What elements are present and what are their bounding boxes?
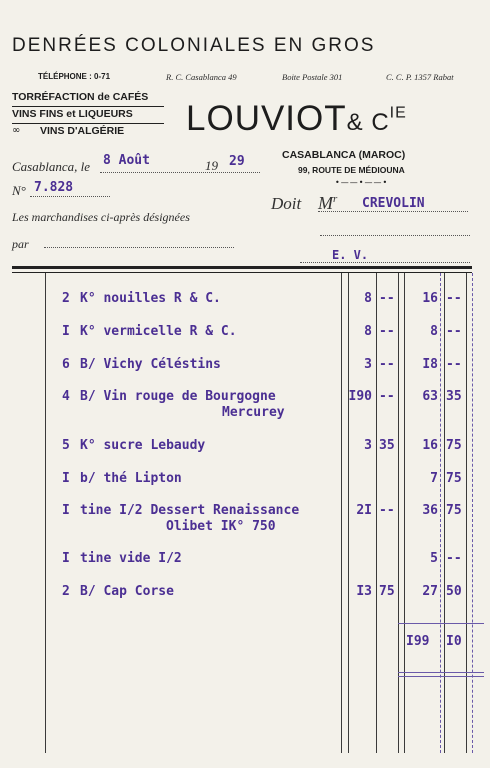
item-total-centimes: 50	[446, 584, 462, 599]
item-qty: I	[62, 471, 70, 486]
item-desc: tine vide I/2	[80, 551, 182, 566]
invoice-number: 7.828	[34, 180, 74, 195]
item-unit-francs: I3	[356, 584, 372, 599]
item-qty: 2	[62, 584, 70, 599]
item-unit-francs: 2I	[356, 503, 372, 518]
ccp-number: C. C. P. 1357 Rabat	[386, 72, 454, 82]
item-qty: 4	[62, 389, 70, 404]
company-name	[186, 99, 407, 139]
item-desc: B/ Vin rouge de Bourgogne	[80, 389, 276, 404]
item-total-centimes: --	[446, 551, 462, 566]
item-desc: Mercurey	[222, 405, 285, 420]
year-value: 29	[229, 154, 245, 169]
item-unit-francs: 3	[364, 357, 372, 372]
item-qty: I	[62, 324, 70, 339]
item-total-francs: 63	[422, 389, 438, 404]
item-desc: K° nouilles R & C.	[80, 291, 221, 306]
item-total-francs: 5	[430, 551, 438, 566]
item-unit-centimes: --	[379, 389, 395, 404]
item-unit-centimes: --	[379, 503, 395, 518]
item-unit-francs: 3	[364, 438, 372, 453]
ornament-icon: ∞	[12, 125, 21, 136]
item-qty: 5	[62, 438, 70, 453]
company-name-amp: & C	[346, 109, 390, 136]
item-unit-centimes: --	[379, 324, 395, 339]
item-total-centimes: --	[446, 324, 462, 339]
item-desc: b/ thé Lipton	[80, 471, 182, 486]
item-desc: tine I/2 Dessert Renaissance	[80, 503, 300, 518]
ev-mark: E. V.	[332, 248, 369, 262]
item-unit-centimes: 35	[379, 438, 395, 453]
company-tagline: DENRÉES COLONIALES EN GROS	[12, 35, 376, 56]
item-total-francs: 16	[422, 438, 438, 453]
item-desc: Olibet IK° 750	[166, 519, 276, 534]
item-total-centimes: 35	[446, 389, 462, 404]
mr-main: M	[318, 193, 333, 213]
item-total-centimes: 75	[446, 438, 462, 453]
address: 99, ROUTE DE MÉDIOUNA	[298, 165, 405, 175]
item-unit-centimes: --	[379, 357, 395, 372]
item-desc: B/ Cap Corse	[80, 584, 174, 599]
item-qty: I	[62, 503, 70, 518]
customer-name: CREVOLIN	[362, 196, 425, 211]
item-total-francs: 36	[422, 503, 438, 518]
item-unit-centimes: --	[379, 291, 395, 306]
item-unit-francs: 8	[364, 291, 372, 306]
city: CASABLANCA (MAROC)	[282, 149, 406, 161]
doit-label: Doit	[271, 194, 302, 213]
item-total-francs: I8	[422, 357, 438, 372]
item-qty: I	[62, 551, 70, 566]
company-name-main: LOUVIOT	[186, 99, 347, 138]
item-total-centimes: --	[446, 291, 462, 306]
item-total-centimes: --	[446, 357, 462, 372]
year-prefix: 19	[205, 158, 218, 173]
registry-number: R. C. Casablanca 49	[166, 72, 237, 82]
total-centimes: I0	[446, 634, 462, 649]
divider-ornament-icon: •——•——•	[335, 178, 389, 187]
item-desc: B/ Vichy Céléstins	[80, 357, 221, 372]
date-label: Casablanca, le	[12, 159, 90, 174]
item-unit-francs: I90	[348, 389, 372, 404]
item-total-francs: 7	[430, 471, 438, 486]
item-total-centimes: 75	[446, 471, 462, 486]
total-francs: I99	[406, 634, 430, 649]
item-total-centimes: 75	[446, 503, 462, 518]
mr-sup: r	[333, 193, 338, 205]
activity-wines: VINS FINS et LIQUEURS	[12, 108, 133, 120]
item-desc: K° vermicelle R & C.	[80, 324, 237, 339]
item-qty: 2	[62, 291, 70, 306]
number-label: N°	[12, 183, 26, 198]
item-unit-centimes: 75	[379, 584, 395, 599]
activity-coffee: TORRÉFACTION de CAFÉS	[12, 91, 149, 103]
item-total-francs: 27	[422, 584, 438, 599]
company-name-ie: IE	[389, 104, 407, 122]
date-value: 8 Août	[103, 153, 150, 168]
activity-algeria: VINS D'ALGÉRIE	[40, 125, 125, 137]
item-total-francs: 16	[422, 291, 438, 306]
item-total-francs: 8	[430, 324, 438, 339]
telephone: TÉLÉPHONE : 0-71	[38, 72, 111, 81]
goods-line: Les marchandises ci-après désignées	[12, 210, 190, 224]
item-unit-francs: 8	[364, 324, 372, 339]
par-label: par	[12, 237, 29, 251]
item-qty: 6	[62, 357, 70, 372]
postal-box: Boite Postale 301	[282, 72, 343, 82]
item-desc: K° sucre Lebaudy	[80, 438, 206, 453]
